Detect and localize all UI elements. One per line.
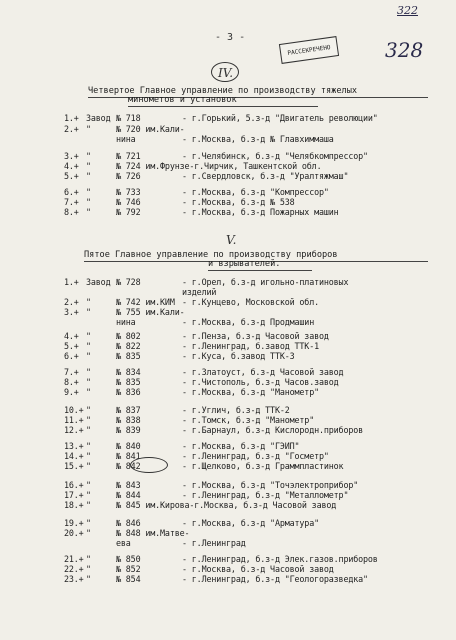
row-number: 19.+ [64,518,84,528]
row-number: 4.+ [64,331,79,341]
row-plant-number: № 721 [116,151,141,161]
row-kind: " [86,124,91,134]
row-plant-number: № 840 [116,441,141,451]
row-location: - г.Москва, б.з-д "Манометр" [182,387,319,397]
page-marker: - 3 - [215,32,246,43]
row-plant-number: № 718 [116,113,141,123]
row-kind: " [86,415,91,425]
section-v-title-underline2 [208,270,312,271]
row-plant-number: № 854 [116,574,141,584]
section-v-title-line2: и взрывателей. [208,259,281,269]
row-plant-number: № 841 [116,451,141,461]
row-location: - г.Чистополь, б.з-д Часов.завод [182,377,339,387]
row-plant-number: № 837 [116,405,141,415]
row-location: изделий [182,287,217,297]
row-number: 3.+ [64,151,79,161]
row-number: 8.+ [64,377,79,387]
row-location: - г.Ленинград, б.завод ТТК-1 [182,341,319,351]
row-plant-number: № 802 [116,331,141,341]
row-plant-number: № 852 [116,564,141,574]
section-iv-title-underline2 [128,106,318,107]
row-kind: " [86,554,91,564]
row-plant-number: № 792 [116,207,141,217]
row-location: - г.Москва, б.з-д "Арматура" [182,518,319,528]
row-number: 12.+ [64,425,84,435]
row-location: - г.Ленинград, б.з-д "Геологоразведка" [182,574,368,584]
row-plant-number: ева [116,538,131,548]
section-iv-roman: IV. [218,66,234,80]
row-kind: " [86,480,91,490]
declassified-stamp: РАССЕКРЕЧЕНО [279,36,339,64]
archive-top-number: 322 [397,4,418,17]
row-kind: " [86,207,91,217]
row-location: - г.Москва, б.з-д "Точэлектроприбор" [182,480,359,490]
row-plant-number: № 755 им.Кали- [116,307,185,317]
row-kind: " [86,161,91,171]
row-location: - г.Златоуст, б.з-д Часовой завод [182,367,344,377]
row-kind: " [86,490,91,500]
archive-hand-number: 328 [385,38,424,62]
row-plant-number: № 836 [116,387,141,397]
row-location: - г.Барнаул, б.з-д Кислородн.приборов [182,425,364,435]
row-number: 4.+ [64,161,79,171]
row-kind: " [86,197,91,207]
row-kind: " [86,351,91,361]
row-plant-number: № 742 им.КИМ [116,297,175,307]
row-kind: Завод [86,277,111,287]
row-kind: " [86,171,91,181]
row-kind: " [86,331,91,341]
row-location: - г.Щелково, б.з-д Граммпластинок [182,461,344,471]
row-kind: " [86,528,91,538]
row-kind: " [86,518,91,528]
row-number: 21.+ [64,554,84,564]
row-plant-number: № 726 [116,171,141,181]
row-kind: " [86,425,91,435]
row-location: - г.Горький, 5.з-д "Двигатель революции" [182,113,378,123]
row-location: - г.Москва, б.з-д "ГЭИП" [182,441,300,451]
row-plant-number: № 822 [116,341,141,351]
row-plant-number: № 838 [116,415,141,425]
row-number: 9.+ [64,387,79,397]
row-kind: " [86,461,91,471]
section-iv-circle-mark [211,62,239,82]
row-plant-number: № 728 [116,277,141,287]
section-v-title-line1: Пятое Главное управление по производству приборов [84,250,338,260]
row-kind: " [86,307,91,317]
row-number: 6.+ [64,187,79,197]
row-kind: " [86,451,91,461]
row-location: - г.Москва, б.з-д Пожарных машин [182,207,339,217]
row-kind: " [86,441,91,451]
row-number: 8.+ [64,207,79,217]
row-location: - г.Челябинск, б.з-д "Челябкомпрессор" [182,151,368,161]
row-kind: " [86,377,91,387]
row-plant-number: № 834 [116,367,141,377]
row-kind: Завод [86,113,111,123]
row-kind: " [86,564,91,574]
row-kind: " [86,405,91,415]
section-iv-title-line1: Четвертое Главное управление по производству тяжелых [88,86,358,96]
row-number: 7.+ [64,197,79,207]
row-kind: " [86,297,91,307]
row-kind: " [86,574,91,584]
row-location: - г.Ленинград, б.з-д Элек.газов.приборов [182,554,378,564]
row-kind: " [86,187,91,197]
row-plant-number: № 839 [116,425,141,435]
row-kind: " [86,341,91,351]
row-number: 18.+ [64,500,84,510]
row-location: - г.Куса, б.завод ТТК-3 [182,351,295,361]
row-number: 17.+ [64,490,84,500]
row-plant-number: № 720 им.Кали- [116,124,185,134]
row-location: - г.Орел, б.з-д игольно-платиновых [182,277,349,287]
section-v-roman: V. [226,233,237,247]
row-number: 15.+ [64,461,84,471]
row-plant-number: нина [116,317,136,327]
row-plant-number: № 845 им.Кирова-г.Москва, б.з-д Часовой завод [116,500,337,510]
row-number: 11.+ [64,415,84,425]
row-number: 7.+ [64,367,79,377]
row-kind: " [86,367,91,377]
row-kind: " [86,387,91,397]
row-number: 16.+ [64,480,84,490]
row-number: 2.+ [64,297,79,307]
section-iv-title-line2: минометов и установок [128,95,237,105]
row-location: - г.Кунцево, Московской обл. [182,297,319,307]
handwritten-circle-842 [130,457,168,473]
row-plant-number: № 835 [116,377,141,387]
row-plant-number: № 848 им.Матве- [116,528,190,538]
row-location: - г.Томск, б.з-д "Манометр" [182,415,315,425]
row-number: 3.+ [64,307,79,317]
row-plant-number: № 843 [116,480,141,490]
row-plant-number: № 746 [116,197,141,207]
row-location: - г.Москва, б.з-д Продмашин [182,317,315,327]
row-plant-number: нина [116,134,136,144]
row-number: 22.+ [64,564,84,574]
row-location: - г.Москва, б.з-д № 538 [182,197,295,207]
row-plant-number: № 850 [116,554,141,564]
row-number: 10.+ [64,405,84,415]
row-number: 13.+ [64,441,84,451]
row-number: 14.+ [64,451,84,461]
row-location: - г.Ленинград [182,538,246,548]
row-number: 1.+ [64,277,79,287]
row-plant-number: № 835 [116,351,141,361]
row-plant-number: № 733 [116,187,141,197]
row-plant-number: № 846 [116,518,141,528]
row-number: 2.+ [64,124,79,134]
row-location: - г.Москва, б.з-д "Компрессор" [182,187,329,197]
row-plant-number: № 844 [116,490,141,500]
row-number: 6.+ [64,351,79,361]
row-number: 20.+ [64,528,84,538]
row-location: - г.Углич, б.з-д ТТК-2 [182,405,290,415]
row-kind: " [86,500,91,510]
row-plant-number: № 724 им.Фрунзе-г.Чирчик, Ташкентской обл. [116,161,322,171]
row-location: - г.Ленинград, б.з-д "Металлометр" [182,490,349,500]
row-number: 5.+ [64,171,79,181]
row-kind: " [86,151,91,161]
row-number: 23.+ [64,574,84,584]
row-location: - г.Свердловск, б.з-д "Уралтяжмаш" [182,171,349,181]
row-number: 1.+ [64,113,79,123]
row-location: - г.Ленинград, б.з-д "Госметр" [182,451,329,461]
row-location: - г.Москва, б.з-д № Главхиммаша [182,134,334,144]
row-location: - г.Москва, б.з-д Часовой завод [182,564,334,574]
row-location: - г.Пенза, б.з-д Часовой завод [182,331,329,341]
row-number: 5.+ [64,341,79,351]
row-plant-number: № 842 [116,461,141,471]
